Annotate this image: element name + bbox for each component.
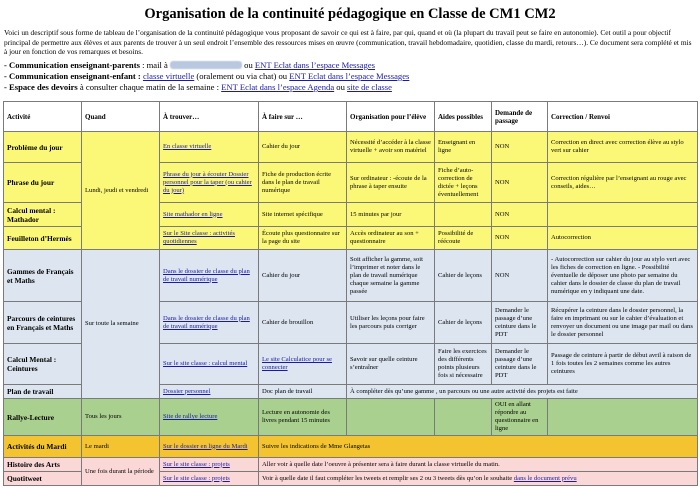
table-header-row (4, 102, 698, 132)
ent-messages-link-2[interactable]: ENT Eclat dans l’espace Messages (289, 71, 410, 81)
trouver-probleme-link[interactable]: En classe virtuelle (163, 143, 212, 150)
comm-enfant-mid: (oralement ou via chat) ou (194, 71, 290, 81)
correction-parcours: Récupérer la ceinture dans le dossier personnel, la faire en imprimant ou sur le cahier d’évaluation et renvoyer un document ou une image par mail ou dans le dossier personnel (548, 302, 698, 344)
trouver-calcul-link[interactable]: Site mathador en ligne (163, 210, 223, 218)
trouver-phrase-link[interactable]: Phrase du jour à écouter Dossier personnel pour la taper (ou cahier du jour) (163, 170, 252, 194)
orga-rallye (347, 399, 435, 436)
aides-ceintures: Faire les exercices des différents points plusieurs fois si nécessaire (435, 344, 492, 385)
correction-probleme: Correction en direct avec correction élève au stylo vert sur cahier (548, 132, 698, 163)
trouver-quotitweet-link[interactable]: Sur le site classe : projets (163, 474, 230, 482)
activite-gammes: Gammes de Français et Maths (4, 250, 82, 302)
trouver-plan-link[interactable]: Dossier personnel (163, 387, 211, 395)
activite-calcul: Calcul mental : Mathador (4, 203, 82, 227)
aides-calcul (435, 203, 492, 227)
aides-probleme: Enseignant en ligne (435, 132, 492, 163)
orga-gammes: Soit afficher la gamme, soit l’imprimer et noter dans le plan de travail numérique chaque semaine la gamme passée (347, 250, 435, 302)
passage-feuilleton: NON (492, 227, 548, 250)
table-row (4, 250, 698, 302)
comm-parents-mid: : mail à (139, 60, 170, 70)
faire-quotitweet-cell (259, 472, 698, 486)
faire-probleme: Cahier du jour (259, 132, 347, 163)
activite-phrase: Phrase du jour (4, 163, 82, 203)
correction-rallye (548, 399, 698, 436)
document-prevu-link[interactable]: dans le document prévu (513, 474, 577, 482)
quand-semaine: Sur toute la semaine (82, 250, 160, 399)
comm-parents-or: ou (242, 60, 255, 70)
faire-histoire: Aller voir à quelle date l’oeuvre à présenter sera à faire durant la classe virtuelle du matin. (259, 458, 698, 472)
trouver-parcours-link[interactable]: Dans le dossier de classe du plan de travail numérique (163, 314, 250, 330)
correction-feuilleton: Autocorrection (548, 227, 698, 250)
correction-gammes: - Autocorrection sur cahier du jour au stylo vert avec les fiches de correction en ligne. - Possibilité éventuelle de déposer une photo par semaine du cahier dans le dossier de classe du plan de travail numérique en y indiquant une date. (548, 250, 698, 302)
header-quand: Quand (82, 102, 160, 132)
orga-calcul: 15 minutes par jour (347, 203, 435, 227)
activite-mardi: Activités du Mardi (4, 436, 82, 458)
faire-rallye: Lecture en autonomie des livres pendant 15 minutes (259, 399, 347, 436)
faire-phrase: Fiche de production écrite dans le plan de travail numérique (259, 163, 347, 203)
passage-phrase: NON (492, 163, 548, 203)
aides-parcours: Cahier de leçons (435, 302, 492, 344)
comm-devoirs-or: ou (334, 82, 348, 92)
intro-paragraph: Voici un descriptif sous forme de tableau de l’organisation de la continuité pédagogique vous proposant de savoir ce qui est à faire, par qui, quand et où (la plupart du travail peut se faire en autonomie). Cet outil a pour objectif principal de permettre aux élèves et aux parents de trouver à un seul endroit l’ensemble des ressources mises en œuvre (communication, travail hebdomadaire, quotidien, classe du mardi, retours…). Ce document sera complété et mis à jour en fonction de vos remarques et besoins. (4, 28, 692, 57)
table-row (4, 458, 698, 472)
trouver-mardi-link[interactable]: Sur le dossier en ligne du Mardi (163, 442, 248, 450)
comm-enfant-label: - Communication enseignant-enfant : (4, 71, 141, 81)
comm-parents-line (4, 60, 696, 71)
correction-ceintures: Passage de ceinture à partir de début avril à raison de 1 fois toutes les 2 semaines comme les autres ceintures (548, 344, 698, 385)
quand-mardi: Le mardi (82, 436, 160, 458)
trouver-gammes-link[interactable]: Dans le dossier de classe du plan de travail numérique (163, 267, 250, 283)
activite-probleme: Problème du jour (4, 132, 82, 163)
header-trouver: À trouver… (160, 102, 259, 132)
passage-gammes: NON (492, 250, 548, 302)
faire-plan: Doc plan de travail (259, 385, 347, 399)
orga-parcours: Utiliser les leçons pour faire les parcours puis corriger (347, 302, 435, 344)
comm-devoirs-line (4, 82, 696, 93)
faire-mardi: Suivre les indications de Mme Glangetas (259, 436, 698, 458)
comm-enfant-line (4, 71, 696, 82)
quand-une-fois: Une fois durant la période (82, 458, 160, 486)
passage-calcul: NON (492, 203, 548, 227)
comm-devoirs-mid: à consulter chaque matin de la semaine : (77, 82, 222, 92)
activite-parcours: Parcours de ceintures en Français et Maths (4, 302, 82, 344)
passage-rallye: OUI en allant répondre au questionnaire en ligne (492, 399, 548, 436)
aides-rallye (435, 399, 492, 436)
table-row (4, 436, 698, 458)
trouver-histoire-link[interactable]: Sur le site classe : projets (163, 460, 230, 468)
passage-ceintures: Demander le passage d’une ceinture dans le PDT (492, 344, 548, 385)
comm-parents-label: - Communication enseignant-parents (4, 60, 140, 70)
header-faire: À faire sur … (259, 102, 347, 132)
activite-quotitweet: Quotitweet (4, 472, 82, 486)
correction-phrase: Correction régulière par l’enseignant au rouge avec conseils, aides… (548, 163, 698, 203)
quand-lundi: Lundi, jeudi et vendredi (82, 132, 160, 250)
quand-tous: Tous les jours (82, 399, 160, 436)
faire-calcul: Site internet spécifique (259, 203, 347, 227)
orga-phrase: Sur ordinateur : -écoute de la phrase à taper ensuite (347, 163, 435, 203)
orga-feuilleton: Accès ordinateur au son + questionnaire (347, 227, 435, 250)
activite-feuilleton: Feuilleton d’Hermès (4, 227, 82, 250)
aides-gammes: Cahier de leçons (435, 250, 492, 302)
aides-feuilleton: Possibilité de réécoute (435, 227, 492, 250)
aides-phrase: Fiche d’auto-correction de dictée + leçons éventuellement (435, 163, 492, 203)
comm-devoirs-label: - Espace des devoirs (4, 82, 78, 92)
trouver-ceintures-link[interactable]: Sur le site classe : calcul mental (163, 360, 248, 367)
redacted-email (170, 61, 242, 69)
activite-plan: Plan de travail (4, 385, 82, 399)
header-correction: Correction / Renvoi (548, 102, 698, 132)
passage-probleme: NON (492, 132, 548, 163)
activite-rallye: Rallye-Lecture (4, 399, 82, 436)
activite-histoire: Histoire des Arts (4, 458, 82, 472)
orga-ceintures: Savoir sur quelle ceinture s’entraîner (347, 344, 435, 385)
ent-messages-link[interactable]: ENT Eclat dans l’espace Messages (254, 60, 376, 70)
table-row (4, 399, 698, 436)
organisation-table (3, 101, 698, 486)
passage-parcours: Demander le passage d’une ceinture dans le PDT (492, 302, 548, 344)
trouver-feuilleton-link[interactable]: Sur le Site classe : activités quotidiennes (163, 230, 235, 245)
correction-calcul (548, 203, 698, 227)
page-title: Organisation de la continuité pédagogique en Classe de CM1 CM2 (144, 6, 556, 22)
header-activite: Activité (4, 102, 82, 132)
activite-ceintures: Calcul Mental : Ceintures (4, 344, 82, 385)
header-organisation: Organisation pour l’élève (347, 102, 435, 132)
orga-probleme: Nécessité d’accéder à la classe virtuelle + avoir son matériel (347, 132, 435, 163)
site-classe-link[interactable]: site de classe (347, 82, 392, 92)
header-aides: Aides possibles (435, 102, 492, 132)
classe-virtuelle-link[interactable]: classe virtuelle (142, 71, 195, 81)
faire-gammes: Cahier du jour (259, 250, 347, 302)
table-row (4, 132, 698, 163)
faire-ceintures-link[interactable]: Le site Calculatice pour se connecter (262, 356, 332, 371)
faire-feuilleton: Écoute plus questionnaire sur la page du site (259, 227, 347, 250)
faire-quotitweet: Voir à quelle date il faut compléter les tweets et remplir ses 2 ou 3 tweets dès qu’on le souhaite (262, 474, 514, 482)
orga-plan: À compléter dès qu’une gamme , un parcours ou une autre activité des projets est faite (347, 385, 698, 399)
ent-agenda-link[interactable]: ENT Eclat dans l’espace Agenda (221, 82, 335, 92)
faire-parcours: Cahier de brouillon (259, 302, 347, 344)
trouver-rallye-link[interactable]: Site de rallye lecture (163, 413, 218, 420)
header-passage: Demande de passage (492, 102, 548, 132)
